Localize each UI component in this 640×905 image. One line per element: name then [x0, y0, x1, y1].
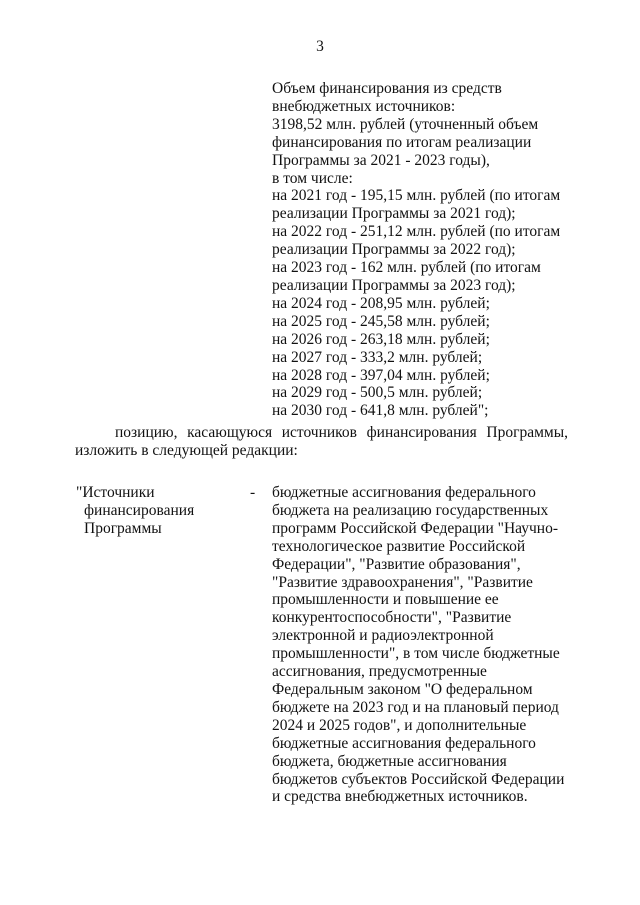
- value-line: бюджетные ассигнования федерального: [272, 484, 536, 501]
- funding-line: в том числе:: [272, 169, 353, 187]
- value-line: электронной и радиоэлектронной: [272, 627, 494, 645]
- funding-line: на 2024 год - 208,95 млн. рублей;: [272, 294, 490, 312]
- funding-line: на 2023 год - 162 млн. рублей (по итогам: [272, 259, 541, 277]
- label-line: "Источники: [76, 484, 155, 501]
- value-line: бюджета, бюджетные ассигнования: [272, 752, 507, 770]
- value-line: "Развитие здравоохранения", "Развитие: [272, 573, 533, 591]
- funding-line: на 2022 год - 251,12 млн. рублей (по итогам: [272, 223, 561, 241]
- funding-line: на 2026 год - 263,18 млн. рублей;: [272, 330, 490, 348]
- funding-line: на 2028 год - 397,04 млн. рублей;: [272, 366, 490, 384]
- funding-line: внебюджетных источников:: [272, 97, 456, 115]
- financing-sources-label: [76, 484, 236, 538]
- label-line: Программы: [84, 520, 162, 537]
- value-line: бюджетов субъектов Российской Федерации: [272, 770, 565, 788]
- value-line: промышленности и повышение ее: [272, 591, 499, 609]
- funding-line: реализации Программы за 2021 год);: [272, 205, 516, 223]
- funding-line: на 2027 год - 333,2 млн. рублей;: [272, 348, 483, 366]
- value-line: бюджете на 2023 год и на плановый период: [272, 698, 559, 716]
- value-line: промышленности", в том числе бюджетные: [272, 645, 560, 663]
- row-dash: -: [250, 484, 256, 501]
- funding-line: 3198,52 млн. рублей (уточненный объем: [272, 115, 539, 133]
- amendment-instruction: [75, 424, 568, 460]
- funding-line: Объем финансирования из средств: [272, 80, 502, 97]
- funding-line: Программы за 2021 - 2023 годы),: [272, 151, 490, 169]
- funding-line: финансирования по итогам реализации: [272, 133, 532, 151]
- funding-line: на 2025 год - 245,58 млн. рублей;: [272, 312, 490, 330]
- extrabudgetary-funding-block: [272, 80, 572, 420]
- value-line: конкурентоспособности", "Развитие: [272, 609, 512, 627]
- funding-line: реализации Программы за 2022 год);: [272, 241, 516, 259]
- value-line: программ Российской Федерации "Научно-: [272, 519, 558, 537]
- value-line: Федерации", "Развитие образования",: [272, 555, 521, 573]
- value-line: бюджета на реализацию государственных: [272, 501, 549, 519]
- value-line: Федеральным законом "О федеральном: [272, 680, 533, 698]
- value-line: технологическое развитие Российской: [272, 537, 526, 555]
- instruction-line-1: позицию, касающуюся источников финансирования Программы,: [115, 424, 568, 441]
- funding-line: на 2029 год - 500,5 млн. рублей;: [272, 384, 483, 402]
- funding-line: на 2021 год - 195,15 млн. рублей (по итогам: [272, 187, 561, 205]
- value-line: и средства внебюджетных источников.: [272, 788, 528, 806]
- funding-line: на 2030 год - 641,8 млн. рублей";: [272, 402, 489, 420]
- value-line: 2024 и 2025 годов", и дополнительные: [272, 716, 527, 734]
- value-line: бюджетные ассигнования федерального: [272, 734, 536, 752]
- label-line: финансирования: [84, 502, 195, 519]
- instruction-line-2: изложить в следующей редакции:: [75, 442, 298, 459]
- value-line: ассигнования, предусмотренные: [272, 663, 487, 681]
- funding-line: реализации Программы за 2023 год);: [272, 276, 516, 294]
- financing-sources-value: [272, 484, 572, 806]
- page-number: 3: [316, 38, 324, 55]
